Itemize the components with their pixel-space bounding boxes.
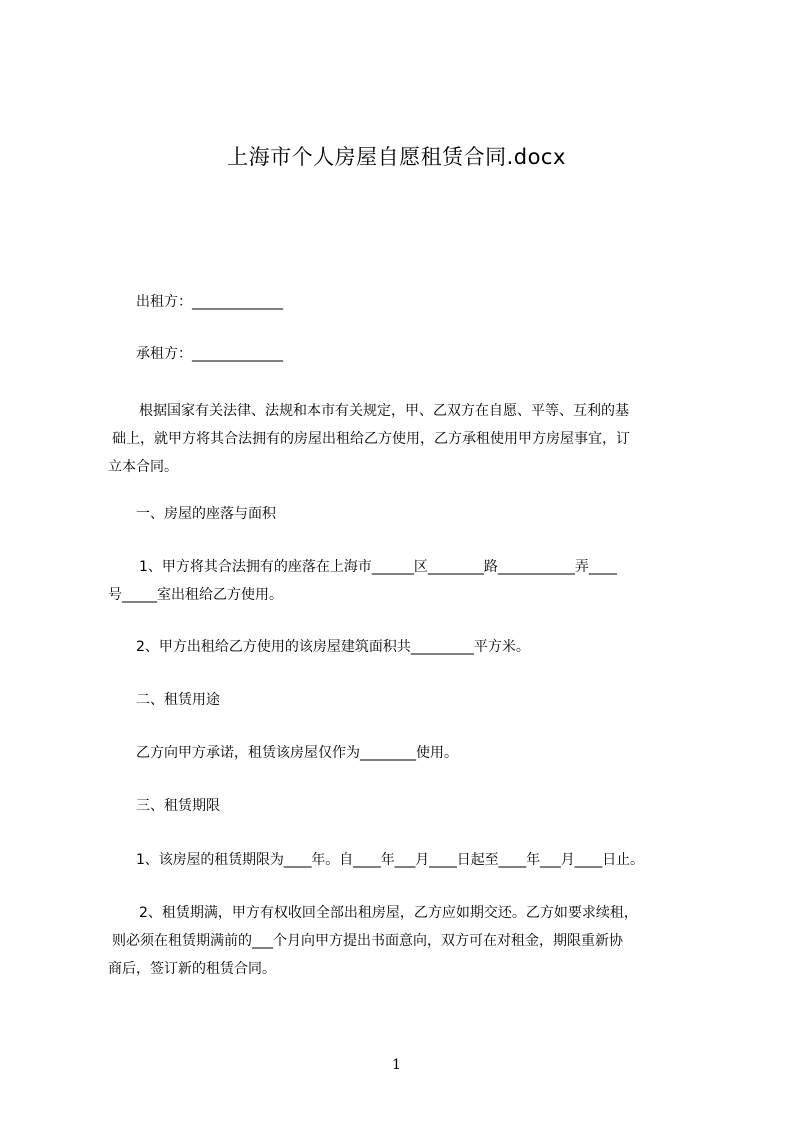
clause-line: 2、租赁期满，甲方有权收回全部出租房屋，乙方应如期交还。乙方如要求续租， [139,905,638,921]
section3-item1: 1、该房屋的租赁期限为____年。自____年___月____日起至____年___月____日止。 [136,852,644,868]
preamble-paragraph [108,397,688,481]
section3-heading: 三、租赁期限 [136,798,220,814]
page-number: 1 [392,1057,401,1073]
lessee-field: 承租方：_____________ [136,346,283,362]
section3-item2 [108,899,688,983]
preamble-line: 根据国家有关法律、法规和本市有关规定，甲、乙双方在自愿、平等、互利的基 [139,403,629,419]
section2-heading: 二、租赁用途 [136,692,220,708]
preamble-line: 础上，就甲方将其合法拥有的房屋出租给乙方使用，乙方承租使用甲方房屋事宜，订 [112,431,630,447]
section1-item2: 2、甲方出租给乙方使用的该房屋建筑面积共_________平方米。 [136,639,530,655]
clause-line: 则必须在租赁期满前的___个月向甲方提出书面意向，双方可在对租金，期限重新协 [112,933,623,949]
clause-line: 号_____室出租给乙方使用。 [108,587,283,603]
clause-line: 1、甲方将其合法拥有的座落在上海市______区________路___________弄____ [139,559,617,575]
clause-line: 商后，签订新的租赁合同。 [108,961,276,977]
preamble-line: 立本合同。 [108,459,178,475]
document-title: 上海市个人房屋自愿租赁合同.docx [227,145,566,169]
section1-item1 [108,553,688,609]
section2-text: 乙方向甲方承诺，租赁该房屋仅作为________使用。 [136,745,458,761]
section1-heading: 一、房屋的座落与面积 [136,506,276,522]
lessor-field: 出租方：_____________ [136,294,283,310]
